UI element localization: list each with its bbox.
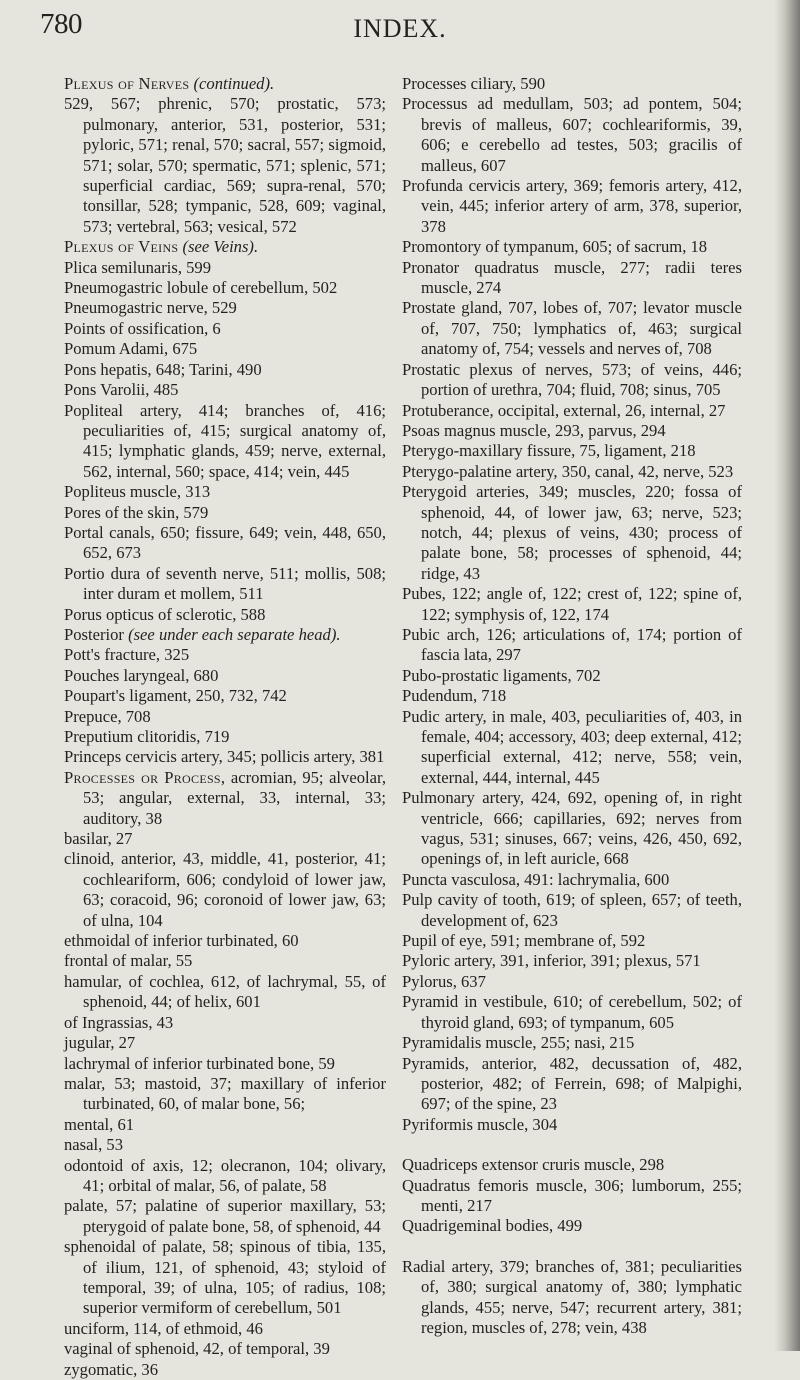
index-entry: Pyramidalis muscle, 255; nasi, 215 [402, 1033, 635, 1053]
index-subentry: jugular, 27 [64, 1033, 136, 1053]
right-column [402, 74, 742, 1338]
index-entry: Preputium clitoridis, 719 [64, 727, 230, 746]
index-entry-plexus-nerves [64, 74, 386, 94]
index-entry: Porus opticus of sclerotic, 588 [64, 604, 266, 624]
index-entry: Quadrigeminal bodies, 499 [402, 1216, 583, 1236]
index-entry: Processes ciliary, 590 [402, 74, 546, 93]
index-subentry: frontal of malar, 55 [64, 951, 193, 971]
index-entry: Pyramids, anterior, 482, decussation of, 482, posterior, 482; of Ferrein, 698; of Malpighi, 697; of the spine, 23 [402, 1053, 742, 1114]
index-entry: Pouches laryngeal, 680 [64, 665, 219, 685]
index-entry: Portio dura of seventh nerve, 511; mollis, 508; inter duram et mollem, 511 [64, 563, 386, 604]
index-subentry: basilar, 27 [64, 829, 133, 849]
index-subentry: vaginal of sphenoid, 42, of temporal, 39 [64, 1339, 330, 1359]
index-subentry: ethmoidal of inferior turbinated, 60 [64, 931, 299, 951]
index-subentry: palate, 57; palatine of superior maxillary, 53; pterygoid of palate bone, 58, of sphenoid, 44 [64, 1196, 386, 1236]
index-entry: Popliteus muscle, 313 [64, 482, 211, 502]
left-column [64, 74, 386, 1380]
index-entry: Radial artery, 379; branches of, 381; peculiarities of, 380; surgical anatomy of, 380; lymphatic glands, 455; nerve, 547; recurrent artery, 381; region, muscles of, 278; vein, 438 [402, 1256, 742, 1337]
section-head: Processes or Process, [64, 767, 226, 787]
index-entry: Pneumogastric lobule of cerebellum, 502 [64, 278, 338, 298]
index-subentry: zygomatic, 36 [64, 1359, 159, 1379]
entry-word: Posterior [64, 624, 124, 644]
index-subentry: clinoid, anterior, 43, middle, 41, posterior, 41; cochleariform, 606; condyloid of lower jaw, 63; coracoid, 96; coronoid of lower jaw, 63; of ulna, 104 [64, 849, 386, 930]
index-subentry: odontoid of axis, 12; olecranon, 104; olivary, 41; orbital of malar, 56, of palate, 58 [64, 1155, 386, 1195]
index-subentry: unciform, 114, of ethmoid, 46 [64, 1318, 263, 1338]
index-entry: Pyramid in vestibule, 610; of cerebellum, 502; of thyroid gland, 693; of tympanum, 605 [402, 992, 742, 1032]
page-edge-shadow [774, 0, 800, 1351]
index-entry: Pubic arch, 126; articulations of, 174; portion of fascia lata, 297 [402, 624, 742, 665]
index-subentry: malar, 53; mastoid, 37; maxillary of inferior turbinated, 60, of malar bone, 56; [64, 1073, 386, 1114]
index-entry: Points of ossification, 6 [64, 318, 221, 338]
index-entry: Pyloric artery, 391, inferior, 391; plexus, 571 [402, 951, 701, 971]
index-entry: Popliteal artery, 414; branches of, 416; peculiarities of, 415; surgical anatomy of, 415; lymphatic glands, 459; nerve, external, 562, internal, 560; space, 414; vein, 445 [64, 400, 386, 481]
entry-text: acromian, 95; alveolar, 53; angular, external, 33, internal, 33; auditory, 38 [83, 767, 386, 828]
page-number: 780 [40, 8, 82, 40]
index-subentry: of Ingrassias, 43 [64, 1012, 174, 1032]
index-entry: Pubes, 122; angle of, 122; crest of, 122; spine of, 122; symphysis of, 122, 174 [402, 584, 742, 624]
index-entry: Pulp cavity of tooth, 619; of spleen, 657; of teeth, development of, 623 [402, 890, 742, 930]
index-entry: Quadriceps extensor cruris muscle, 298 [402, 1155, 665, 1175]
index-entry: Processus ad medullam, 503; ad pontem, 504; brevis of malleus, 607; cochleariformis, 39, 606; e cerebello ad testes, 503; gracilis of malleus, 607 [402, 94, 742, 175]
index-entry: Portal canals, 650; fissure, 649; vein, 448, 650, 652, 673 [64, 522, 386, 563]
index-entry: Pott's fracture, 325 [64, 645, 190, 665]
index-entry: Pyriformis muscle, 304 [402, 1114, 558, 1134]
index-entry: Pons Varolii, 485 [64, 380, 179, 400]
index-entry: Pterygoid arteries, 349; muscles, 220; fossa of sphenoid, 44, of lower jaw, 63; nerve, 523; notch, 44; plexus of veins, 430; process of palate bone, 58; processes of sphenoid, 44; ridge, 43 [402, 482, 742, 583]
section-head: Plexus of Nerves [64, 74, 190, 93]
index-entry: Puncta vasculosa, 491: lachrymalia, 600 [402, 869, 670, 889]
index-entry: Pterygo-palatine artery, 350, canal, 42, nerve, 523 [402, 461, 734, 481]
section-head: Plexus of Veins [64, 237, 179, 257]
index-subentry: sphenoidal of palate, 58; spinous of tibia, 135, of ilium, 121, of sphenoid, 43; styloid of temporal, 39; of ulna, 105; of radius, 108; superior vermiform of cerebellum, 501 [64, 1237, 386, 1318]
index-entry: Profunda cervicis artery, 369; femoris artery, 412, vein, 445; inferior artery of arm, 378, superior, 378 [402, 176, 742, 236]
index-entry: Pudendum, 718 [402, 686, 507, 706]
cross-reference: (see under each separate head). [128, 624, 341, 644]
index-subentry: nasal, 53 [64, 1135, 123, 1155]
section-gap [402, 1237, 742, 1257]
index-entry: Prostate gland, 707, lobes of, 707; levator muscle of, 707, 750; lymphatics of, 463; surgical anatomy of, 754; vessels and nerves of, 708 [402, 298, 742, 359]
index-entry-posterior [64, 625, 386, 645]
index-entry: Promontory of tympanum, 605; of sacrum, 18 [402, 237, 708, 257]
index-entry: Pubo-prostatic ligaments, 702 [402, 665, 601, 685]
index-entry: Pulmonary artery, 424, 692, opening of, in right ventricle, 666; capillaries, 692; nerves from vagus, 531; sinuses, 667; veins, 426, 450, 692, openings of, in left auricle, 668 [402, 788, 742, 869]
index-entry: Pudic artery, in male, 403, peculiarities of, 403, in female, 404; accessory, 403; deep external, 412; superficial external, 412; nerve, 558; vein, external, 444, internal, 445 [402, 706, 742, 787]
index-entry: Pylorus, 637 [402, 971, 486, 991]
cross-reference: (see Veins). [182, 237, 259, 257]
index-entry: Pons hepatis, 648; Tarini, 490 [64, 359, 262, 379]
index-entry: Pneumogastric nerve, 529 [64, 298, 237, 318]
index-subentry: mental, 61 [64, 1114, 135, 1134]
index-entry-processes [64, 768, 386, 829]
section-gap [402, 1135, 742, 1155]
index-entry: Psoas magnus muscle, 293, parvus, 294 [402, 420, 666, 440]
index-entry: Pomum Adami, 675 [64, 339, 198, 359]
index-entry-text: 529, 567; phrenic, 570; prostatic, 573; pulmonary, anterior, 531, posterior, 531; pyloric, 571; renal, 570; sacral, 557; sigmoid, 571; solar, 570; spermatic, 571; splenic, 571; superficial cardiac, 569; supra-renal, 570; tonsillar, 528; tympanic, 528, 609; vaginal, 573; vertebral, 563; vesical, 572 [64, 94, 386, 236]
index-subentry: hamular, of cochlea, 612, of lachrymal, 55, of sphenoid, 44; of helix, 601 [64, 971, 386, 1012]
cross-reference: (continued). [193, 74, 275, 93]
index-entry: Prepuce, 708 [64, 706, 151, 726]
index-entry-plexus-veins [64, 237, 386, 257]
index-subentry: lachrymal of inferior turbinated bone, 59 [64, 1053, 335, 1073]
index-entry: Plica semilunaris, 599 [64, 257, 212, 277]
index-entry: Protuberance, occipital, external, 26, internal, 27 [402, 400, 726, 420]
index-entry: Pronator quadratus muscle, 277; radii teres muscle, 274 [402, 257, 742, 298]
index-entry: Pterygo-maxillary fissure, 75, ligament, 218 [402, 441, 696, 461]
index-entry: Princeps cervicis artery, 345; pollicis artery, 381 [64, 747, 385, 767]
index-entry: Quadratus femoris muscle, 306; lumborum, 255; menti, 217 [402, 1175, 742, 1215]
index-entry: Poupart's ligament, 250, 732, 742 [64, 686, 287, 706]
page-title: INDEX. [353, 14, 447, 43]
index-entry: Prostatic plexus of nerves, 573; of veins, 446; portion of urethra, 704; fluid, 708; sinus, 705 [402, 359, 742, 400]
index-entry: Pupil of eye, 591; membrane of, 592 [402, 931, 646, 951]
index-entry: Pores of the skin, 579 [64, 502, 209, 522]
